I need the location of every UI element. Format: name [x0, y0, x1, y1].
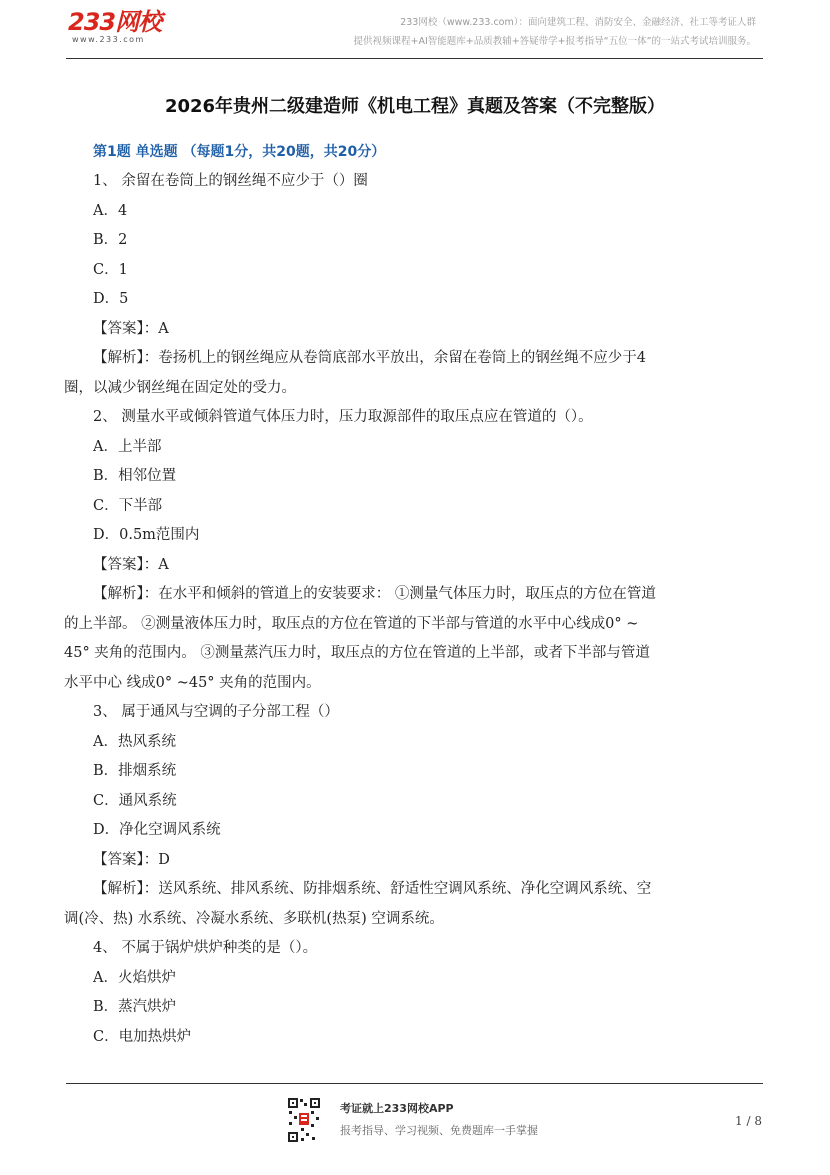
brand-logo[interactable]: [68, 10, 161, 44]
page-header: [0, 0, 830, 60]
question-2-analysis-cont-1: 的上半部。 ②测量液体压力时，取压点的方位在管道的下半部与管道的水平中心线成0° ~: [64, 615, 639, 632]
footer-app-subtitle: 报考指导、学习视频、免费题库一手掌握: [340, 1124, 538, 1137]
header-divider: [66, 58, 763, 59]
question-1-option-d: D．5: [93, 291, 129, 307]
question-2-option-c: C．下半部: [93, 497, 163, 514]
footer-app-title: 考证就上233网校APP: [340, 1102, 454, 1115]
question-3-analysis: 【解析】：送风系统、排风系统、防排烟系统、舒适性空调风系统、净化空调风系统、空: [93, 881, 652, 897]
logo-text: 233网校: [68, 8, 162, 36]
question-2-option-a: A．上半部: [93, 438, 162, 455]
question-1-analysis-cont: 圈，以减少钢丝绳在固定处的受力。: [64, 379, 296, 396]
header-description: [354, 13, 757, 51]
section-heading: 第1题 单选题 （每题1分，共20题，共20分）: [93, 144, 386, 160]
question-3-analysis-cont: 调(冷、热) 水系统、冷凝水系统、多联机(热泵) 空调系统。: [64, 910, 444, 927]
question-4-option-c: C．电加热烘炉: [93, 1028, 192, 1045]
header-desc-line-1: 233网校（www.233.com）：面向建筑工程、消防安全、金融经济、社工等考证人群: [400, 17, 756, 28]
question-2-analysis-cont-3: 水平中心 线成0° ~45° 夹角的范围内。: [64, 674, 321, 691]
question-2-analysis: 【解析】：在水平和倾斜的管道上的安装要求： ①测量气体压力时，取压点的方位在管道: [93, 586, 656, 602]
question-3-answer: 【答案】：D: [93, 851, 170, 868]
question-3-option-d: D．净化空调风系统: [93, 822, 221, 838]
header-desc-line-2: 提供视频课程+AI智能题库+品质教辅+答疑带学+报考指导“五位一体”的一站式考试培训服务。: [353, 36, 756, 47]
question-4-option-b: B．蒸汽烘炉: [93, 999, 177, 1015]
question-1-answer: 【答案】：A: [93, 320, 169, 337]
qr-code-icon[interactable]: [287, 1097, 321, 1143]
question-1-option-a: A．4: [93, 202, 128, 219]
question-1-option-b: B．2: [93, 232, 128, 248]
question-3-option-a: A．热风系统: [93, 733, 176, 750]
document-title: 2026年贵州二级建造师《机电工程》真题及答案（不完整版）: [164, 96, 666, 117]
question-3-option-c: C．通风系统: [93, 792, 177, 809]
question-2-analysis-cont-2: 45° 夹角的范围内。 ③测量蒸汽压力时，取压点的方位在管道的上半部，或者下半部与管道: [64, 645, 650, 661]
question-1-analysis: 【解析】：卷扬机上的钢丝绳应从卷筒底部水平放出，余留在卷筒上的钢丝绳不应少于4: [93, 350, 646, 366]
question-3-stem: 3、 属于通风与空调的子分部工程（）: [93, 704, 339, 720]
footer-divider: [66, 1083, 763, 1084]
question-1-stem: 1、 余留在卷筒上的钢丝绳不应少于（）圈: [93, 173, 368, 189]
question-2-answer: 【答案】：A: [93, 556, 169, 573]
question-4-stem: 4、 不属于锅炉烘炉种类的是（）。: [93, 940, 318, 956]
question-1-option-c: C．1: [93, 261, 128, 278]
question-2-option-b: B．相邻位置: [93, 468, 177, 484]
question-content: [64, 167, 770, 1052]
page-number: 1 / 8: [735, 1114, 762, 1128]
question-2-stem: 2、 测量水平或倾斜管道气体压力时，压力取源部件的取压点应在管道的（）。: [93, 409, 593, 425]
question-2-option-d: D．0.5m范围内: [93, 527, 200, 543]
question-3-option-b: B．排烟系统: [93, 763, 177, 779]
logo-url: www.233.com: [72, 35, 145, 44]
question-4-option-a: A．火焰烘炉: [93, 969, 176, 986]
